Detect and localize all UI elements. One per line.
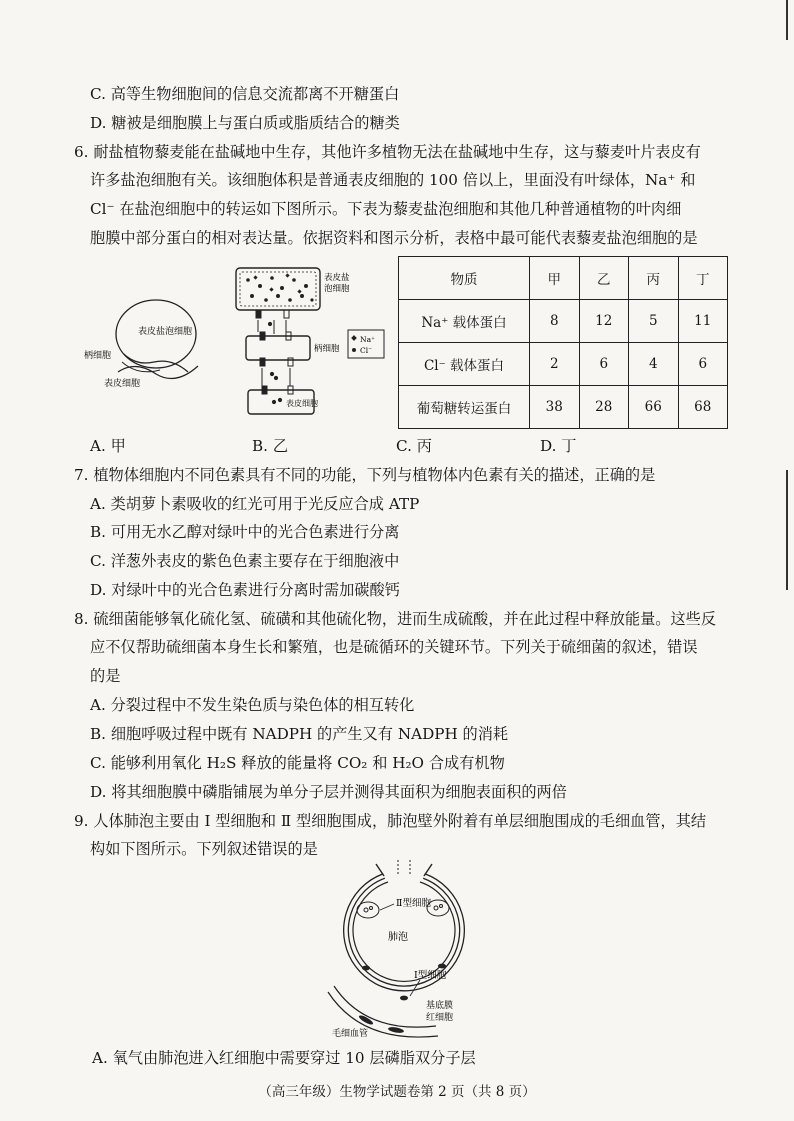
question-8-line-2: 应不仅帮助硫细菌本身生长和繁殖，也是硫循环的关键环节。下列关于硫细菌的叙述，错误	[90, 638, 698, 656]
q7-option-a: A. 类胡萝卜素吸收的红光可用于光反应合成 ATP	[90, 495, 420, 513]
table-cell: Cl⁻ 载体蛋白	[399, 343, 530, 386]
table-cell: 6	[678, 343, 728, 386]
table-cell: 8	[530, 300, 580, 343]
q7-option-b: B. 可用无水乙醇对绿叶中的光合色素进行分离	[90, 523, 400, 541]
table-cell: 6	[579, 343, 629, 386]
option-5d: D. 糖被是细胞膜上与蛋白质或脂质结合的糖类	[90, 114, 400, 132]
q6-option-d: D. 丁	[540, 437, 577, 455]
table-cell: 38	[530, 386, 580, 429]
table-header-cell: 丁	[678, 257, 728, 300]
question-6-line-1: 6. 耐盐植物藜麦能在盐碱地中生存，其他许多植物无法在盐碱地中生存，这与藜麦叶片表皮有	[74, 143, 701, 161]
q7-option-c: C. 洋葱外表皮的紫色色素主要存在于细胞液中	[90, 552, 400, 570]
q8-option-d: D. 将其细胞膜中磷脂铺展为单分子层并测得其面积为细胞表面积的两倍	[90, 783, 567, 801]
legend-cl: Cl⁻	[360, 346, 373, 355]
red-blood-cell-label: 红细胞	[426, 1013, 454, 1023]
q9-option-a: A. 氧气由肺泡进入红细胞中需要穿过 10 层磷脂双分子层	[92, 1049, 476, 1067]
left-epidermis-label: 表皮细胞	[104, 379, 141, 389]
table-header-row	[399, 257, 728, 300]
question-6-line-4: 胞膜中部分蛋白的相对表达量。依据资料和图示分析，表格中最可能代表藜麦盐泡细胞的是	[90, 229, 698, 247]
q6-option-a: A. 甲	[90, 437, 126, 455]
table-cell: 葡萄糖转运蛋白	[399, 386, 530, 429]
question-9-line-1: 9. 人体肺泡主要由 Ⅰ 型细胞和 Ⅱ 型细胞围成，肺泡壁外附着有单层细胞围成的毛细血管，其结	[74, 812, 707, 830]
table-cell: 66	[629, 386, 679, 429]
stalk-cell-label: 柄细胞	[314, 344, 340, 354]
capillary-label: 毛细血管	[332, 1029, 369, 1039]
protein-expression-table	[398, 256, 728, 429]
question-8-line-1: 8. 硫细菌能够氧化硫化氢、硫磺和其他硫化物，进而生成硫酸，并在此过程中释放能量。这些反	[74, 610, 717, 628]
table-cell: 28	[579, 386, 629, 429]
q6-option-c: C. 丙	[396, 437, 432, 455]
table-cell: 12	[579, 300, 629, 343]
q6-option-b: B. 乙	[252, 437, 289, 455]
question-8-line-3: 的是	[90, 667, 121, 685]
question-6-line-3: Cl⁻ 在盐泡细胞中的转运如下图所示。下表为藜麦盐泡细胞和其他几种普通植物的叶肉细	[90, 200, 682, 218]
table-header-cell: 丙	[629, 257, 679, 300]
table-cell: 11	[678, 300, 728, 343]
q7-option-d: D. 对绿叶中的光合色素进行分离时需加碳酸钙	[90, 581, 400, 599]
q8-option-a: A. 分裂过程中不发生染色质与染色体的相互转化	[90, 696, 415, 714]
table-cell: 5	[629, 300, 679, 343]
q8-option-c: C. 能够利用氧化 H₂S 释放的能量将 CO₂ 和 H₂O 合成有机物	[90, 754, 505, 772]
table-row	[399, 386, 728, 429]
table-header-cell: 甲	[530, 257, 580, 300]
basement-membrane-label: 基底膜	[426, 1001, 454, 1011]
table-cell: 4	[629, 343, 679, 386]
type-2-cell-label: Ⅱ型细胞	[396, 898, 431, 909]
scan-edge-mark	[786, 0, 788, 40]
table-row	[399, 343, 728, 386]
alveolus-figure	[326, 858, 476, 1040]
table-header-cell: 物质	[399, 257, 530, 300]
left-inner-label: 表皮盐泡细胞	[138, 327, 193, 337]
table-header-cell: 乙	[579, 257, 629, 300]
legend-na: Na⁺	[360, 335, 375, 344]
option-5c: C. 高等生物细胞间的信息交流都离不开糖蛋白	[90, 85, 400, 103]
epidermis-label: 表皮细胞	[286, 399, 318, 408]
top-cell-label-1: 表皮盐	[324, 273, 350, 283]
scan-edge-mark	[786, 470, 788, 590]
q8-option-b: B. 细胞呼吸过程中既有 NADPH 的产生又有 NADPH 的消耗	[90, 725, 509, 743]
table-cell: 68	[678, 386, 728, 429]
salt-bladder-figure	[76, 262, 396, 422]
top-cell-label-2: 泡细胞	[324, 284, 350, 294]
table-cell: Na⁺ 载体蛋白	[399, 300, 530, 343]
question-9-line-2: 构如下图所示。下列叙述错误的是	[90, 840, 318, 858]
page-footer: （高三年级）生物学试题卷第 2 页（共 8 页）	[258, 1084, 536, 1100]
alveolus-label: 肺泡	[388, 932, 408, 943]
table-cell: 2	[530, 343, 580, 386]
type-1-cell-label: Ⅰ型细胞	[414, 970, 447, 981]
table-row	[399, 300, 728, 343]
question-6-line-2: 许多盐泡细胞有关。该细胞体积是普通表皮细胞的 100 倍以上，里面没有叶绿体，Na⁺ 和	[90, 171, 696, 189]
left-stalk-label: 柄细胞	[84, 351, 112, 361]
question-7: 7. 植物体细胞内不同色素具有不同的功能，下列与植物体内色素有关的描述，正确的是	[74, 466, 656, 484]
